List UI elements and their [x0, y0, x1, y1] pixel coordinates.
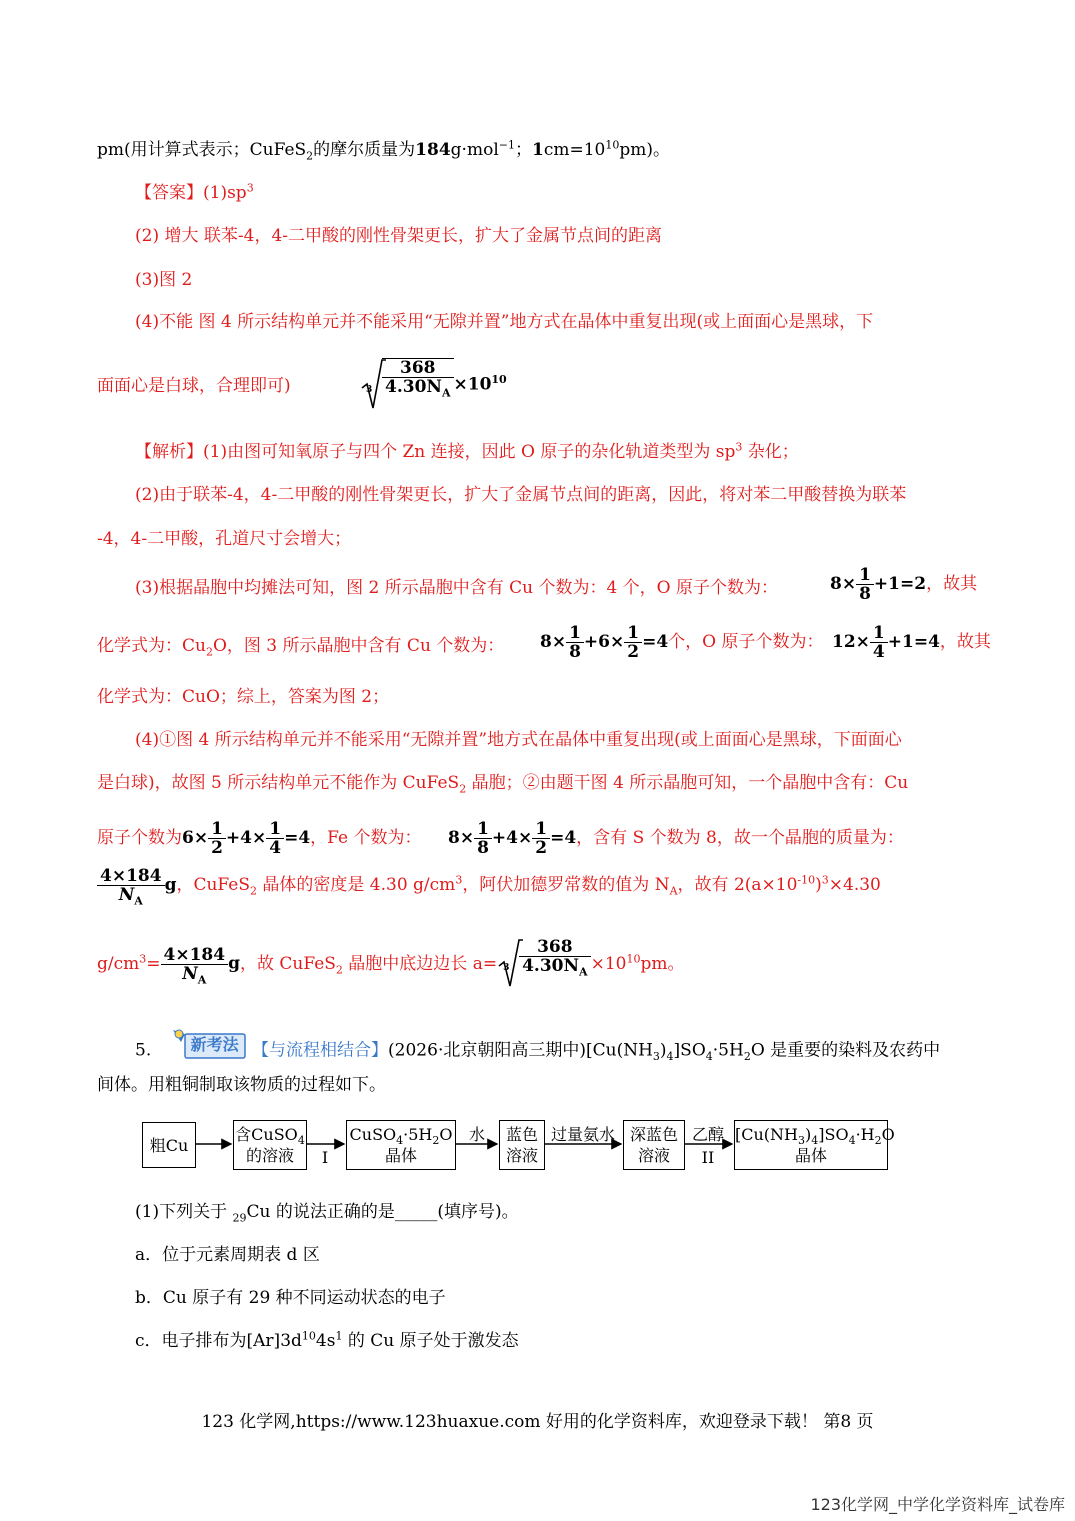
answer-line-4: (4)不能 图 4 所示结构单元并不能采用“无隙并置”地方式在晶体中重复出现(或上面面心是黑球，下 [135, 312, 874, 332]
math-expr-3: 12× $\frac{1}{4}$ +1=4，故其 [832, 623, 991, 662]
question5-line-2: 间体。用粗铜制取该物质的过程如下。 [97, 1075, 386, 1095]
analysis-line-5: 化学式为：$Cu_2O$，图 3 所示晶胞中含有 Cu 个数为： [97, 636, 505, 659]
cube-root-2: 3 $\frac{368}{4.30N_A}$ [497, 938, 591, 990]
intro-line: pm(用计算式表示；CuFeS$_2$的摩尔质量为184g·mol$^{-1}$；$1cm=10^{10}pm$)。 [97, 138, 670, 163]
math-expr-2: 8× $\frac{1}{8}$ +6× $\frac{1}{2}$ =4个，O 原子个数为： [540, 623, 824, 662]
flow-box-cuso4-solution: 含CuSO$_4$ 的溶液 [233, 1120, 307, 1170]
new-method-badge: 新考法 [171, 1028, 247, 1062]
analysis-line-4: (3)根据晶胞中均摊法可知，图 2 所示晶胞中含有 Cu 个数为：4 个，O 原子个数为： [135, 578, 779, 598]
answer-line-1: 【答案】$(1)sp^3$ [135, 181, 254, 203]
answer-line-5: 面面心是白球，合理即可) [97, 376, 291, 396]
math-expr-1: 8× $\frac{1}{8}$ +1=2，故其 [830, 565, 978, 604]
flow-label-water: 水 [468, 1125, 485, 1144]
analysis-line-11: $g/cm^3=$ $\frac{4\times 184}{N_A}$ g，故 CuFeS$_2$ 晶胞中底边边长 a= 3 $\frac{368}{4.30N_A}$ $\times 10^{10}pm$。 [97, 938, 685, 990]
flow-label-ammonia: 过量氨水 [550, 1125, 615, 1144]
analysis-line-9: 原子个数为6× $\frac{1}{2}$ +4× $\frac{1}{4}$ =4，Fe 个数为： [97, 819, 422, 858]
answer-blank[interactable]: _____ [394, 1202, 438, 1222]
page-footer: 123 化学网,https://www.123huaxue.com 好用的化学资料库，欢迎登录下载！ 第8 页 [201, 1412, 874, 1432]
flow-box-crude-cu: 粗Cu [142, 1122, 196, 1168]
flow-diagram [140, 1118, 895, 1174]
option-c: c．电子排布为$[Ar]3d^{10}4s^1$ 的 Cu 原子处于激发态 [135, 1329, 519, 1351]
answer-line-3: (3)图 2 [135, 270, 193, 290]
math-expr-5: 8× $\frac{1}{8}$ +4× $\frac{1}{2}$ =4，含有 S 个数为 8，故一个晶胞的质量为： [448, 819, 904, 858]
analysis-tag: 【解析】 [135, 442, 203, 462]
answer-root-expression: 3 $\frac{368}{4.30N_A}$ $\times 10^{10}$ [360, 358, 507, 414]
question-tag: 【与流程相结合】 [252, 1040, 389, 1061]
question-number: 5. [135, 1040, 152, 1061]
fraction-mass: $\frac{4\times 184}{N_A}$ [97, 867, 165, 904]
flow-box-product-crystal: $[Cu(NH_3)_4]SO_4\cdot H_2O$ 晶体 [734, 1120, 888, 1170]
analysis-line-1: 【解析】(1)由图可知氧原子与四个 Zn 连接，因此 O 原子的杂化轨道类型为 $sp^3$ 杂化； [135, 440, 799, 462]
cube-root: 3 $\frac{368}{4.30N_A}$ [360, 358, 454, 412]
radical-sign-icon [497, 938, 523, 990]
question5-sub-1: (1)下列关于 $_{29}$Cu 的说法正确的是_____(填序号)。 [135, 1202, 519, 1225]
flow-box-cuso4-crystal: $CuSO_4\cdot 5H_2O$ 晶体 [346, 1120, 456, 1170]
flow-label-step-1: I [321, 1148, 329, 1167]
analysis-line-7: (4)①图 4 所示结构单元并不能采用“无隙并置”地方式在晶体中重复出现(或上面面心是黑球，下面面心 [135, 730, 902, 750]
watermark: 123化学网_中学化学资料库_试卷库 [810, 1495, 1065, 1514]
analysis-line-10: $\frac{4\times 184}{N_A}$ g，CuFeS$_2$ 晶体的密度是 4.30 $g/cm^3$，阿伏加德罗常数的值为 $N_A$，故有 $2(a\times 10^{-10})^3\times 4.30$ [97, 867, 881, 904]
radical-sign-icon [360, 358, 386, 412]
flow-label-step-2: II [701, 1148, 715, 1167]
question5-line-1: 5. 新考法 【与流程相结合】(2026·北京朝阳高三期中)$[Cu(NH_3)_4]SO_4\cdot 5H_2O$ 是重要的染料及农药中 [135, 1034, 940, 1068]
flow-box-dark-blue-solution: 深蓝色 溶液 [623, 1120, 685, 1170]
analysis-line-2: (2)由于联苯-4，4-二甲酸的刚性骨架更长，扩大了金属节点间的距离，因此，将对苯二甲酸替换为联苯 [135, 485, 907, 505]
answer-line-2: (2) 增大 联苯-4，4-二甲酸的刚性骨架更长，扩大了金属节点间的距离 [135, 226, 663, 246]
flow-box-blue-solution: 蓝色 溶液 [499, 1120, 545, 1170]
option-b: b．Cu 原子有 29 种不同运动状态的电子 [135, 1288, 446, 1308]
analysis-line-8: 是白球)，故图 5 所示结构单元不能作为 CuFeS$_2$ 晶胞；②由题干图 4 所示晶胞可知，一个晶胞中含有：Cu [97, 773, 909, 796]
flow-label-ethanol: 乙醇 [691, 1125, 724, 1144]
answer-tag: 【答案】 [135, 183, 203, 203]
analysis-line-6: 化学式为：CuO；综上，答案为图 2； [97, 687, 390, 707]
option-a: a．位于元素周期表 d 区 [135, 1245, 320, 1265]
fraction-mass-2: $\frac{4\times 184}{N_A}$ [161, 946, 229, 983]
analysis-line-3: -4，4-二甲酸，孔道尺寸会增大； [97, 529, 352, 549]
